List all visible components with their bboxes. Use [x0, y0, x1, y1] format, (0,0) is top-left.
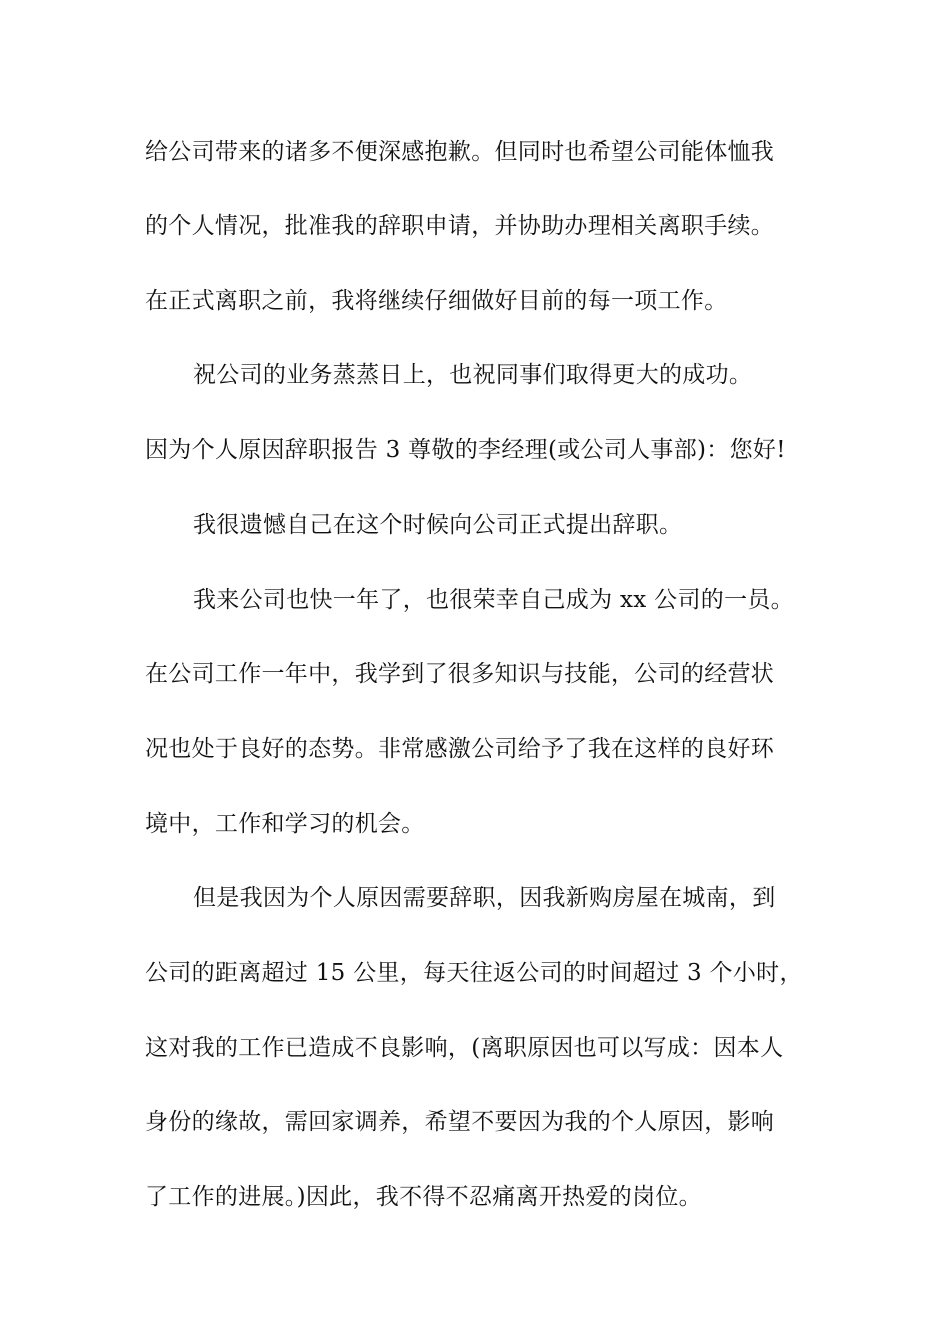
paragraph-first-line: 我来公司也快一年了，也很荣幸自己成为 xx 公司的一员。 — [193, 587, 794, 613]
paragraph-first-line: 祝公司的业务蒸蒸日上，也祝同事们取得更大的成功。 — [193, 362, 753, 388]
text-line: 了工作的进展。)因此，我不得不忍痛离开热爱的岗位。 — [145, 1184, 702, 1210]
text-line: 的个人情况，批准我的辞职申请，并协助办理相关离职手续。 — [145, 213, 775, 239]
paragraph-first-line: 但是我因为个人原因需要辞职，因我新购房屋在城南，到 — [193, 885, 776, 911]
paragraph-first-line: 我很遗憾自己在这个时候向公司正式提出辞职。 — [193, 512, 683, 538]
text-line: 境中，工作和学习的机会。 — [145, 811, 425, 837]
text-line: 况也处于良好的态势。非常感激公司给予了我在这样的良好环 — [145, 736, 775, 762]
text-line: 这对我的工作已造成不良影响，(离职原因也可以写成：因本人 — [145, 1035, 784, 1061]
text-line: 公司的距离超过 15 公里，每天往返公司的时间超过 3 个小时， — [145, 960, 803, 986]
text-line: 在公司工作一年中，我学到了很多知识与技能，公司的经营状 — [145, 661, 775, 687]
text-line: 身份的缘故，需回家调养，希望不要因为我的个人原因，影响 — [145, 1109, 775, 1135]
text-line: 给公司带来的诸多不便深感抱歉。但同时也希望公司能体恤我 — [145, 139, 775, 165]
text-line: 在正式离职之前，我将继续仔细做好目前的每一项工作。 — [145, 288, 728, 314]
text-line: 因为个人原因辞职报告 3 尊敬的李经理(或公司人事部)：您好! — [145, 437, 786, 463]
